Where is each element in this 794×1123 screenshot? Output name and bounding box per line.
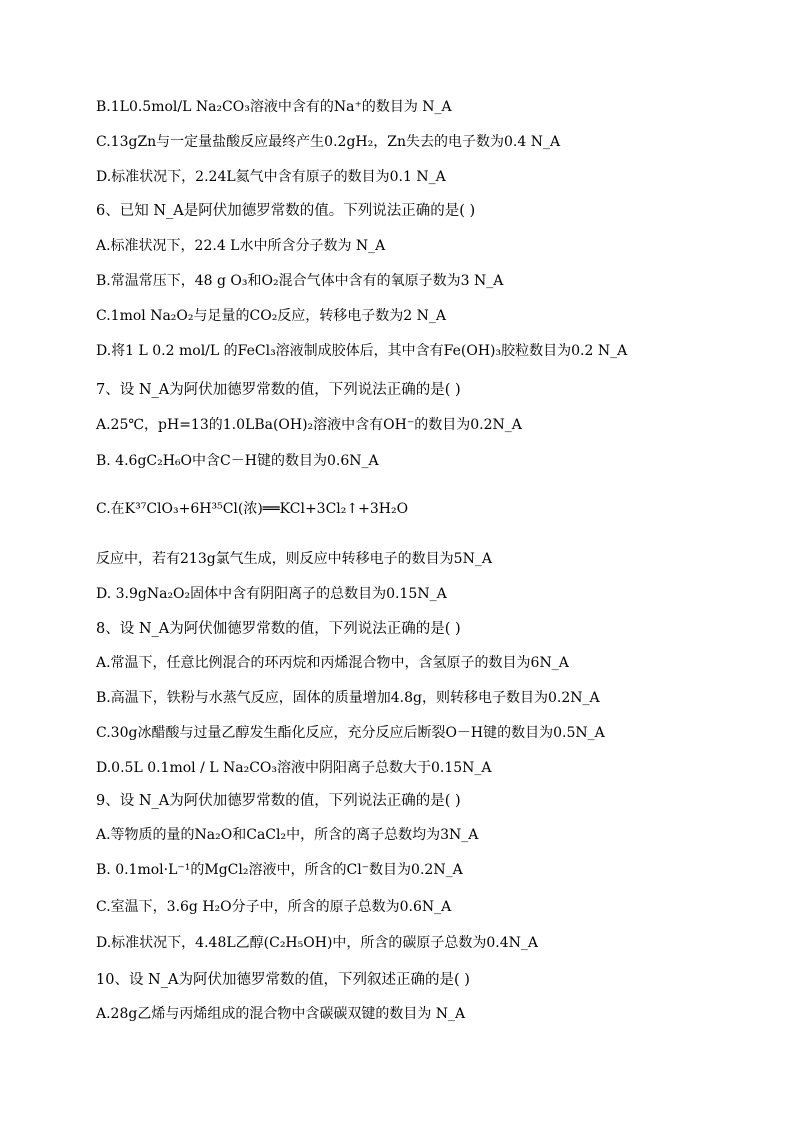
text-line: D.将1 L 0.2 mol/L 的FeCl₃溶液制成胶体后，其中含有Fe(OH)₃胶粒数目为0.2 N_A <box>96 343 628 359</box>
text-line: A.25℃，pH=13的1.0LBa(OH)₂溶液中含有OH⁻的数目为0.2N_A <box>96 417 522 433</box>
text-line: B.1L0.5mol/L Na₂CO₃溶液中含有的Na⁺的数目为 N_A <box>96 99 452 115</box>
question-stem: 6、已知 N_A是阿伏加德罗常数的值。下列说法正确的是( ) <box>96 203 476 219</box>
text-line: B. 4.6gC₂H₆O中含C－H键的数目为0.6N_A <box>96 453 379 469</box>
question-stem: 10、设 N_A为阿伏加德罗常数的值，下列叙述正确的是( ) <box>96 972 470 988</box>
text-line: C.30g冰醋酸与过量乙醇发生酯化反应，充分反应后断裂O－H键的数目为0.5N_A <box>96 725 605 741</box>
question-stem: 9、设 N_A为阿伏加德罗常数的值，下列说法正确的是( ) <box>96 793 461 809</box>
text-line: D.标准状况下，4.48L乙醇(C₂H₅OH)中，所含的碳原子总数为0.4N_A <box>96 935 539 951</box>
text-line: A.28g乙烯与丙烯组成的混合物中含碳碳双键的数目为 N_A <box>96 1006 466 1022</box>
text-line: B.高温下，铁粉与水蒸气反应，固体的质量增加4.8g，则转移电子数目为0.2N_A <box>96 690 600 706</box>
text-line: D.0.5L 0.1mol / L Na₂CO₃溶液中阴阳离子总数大于0.15N_A <box>96 760 492 776</box>
question-stem: 7、设 N_A为阿伏加德罗常数的值，下列说法正确的是( ) <box>96 382 461 398</box>
text-line: C.13gZn与一定量盐酸反应最终产生0.2gH₂，Zn失去的电子数为0.4 N_A <box>96 134 561 150</box>
text-line: D. 3.9gNa₂O₂固体中含有阴阳离子的总数目为0.15N_A <box>96 586 447 602</box>
text-line: 反应中，若有213g氯气生成，则反应中转移电子的数目为5N_A <box>96 551 492 567</box>
question-stem: 8、设 N_A为阿伏伽德罗常数的值，下列说法正确的是( ) <box>96 621 461 637</box>
text-line: B.常温常压下，48 g O₃和O₂混合气体中含有的氧原子数为3 N_A <box>96 273 504 289</box>
text-line: C.1mol Na₂O₂与足量的CO₂反应，转移电子数为2 N_A <box>96 308 447 324</box>
text-line: C.在K³⁷ClO₃+6H³⁵Cl(浓)══KCl+3Cl₂↑+3H₂O <box>96 501 409 517</box>
text-line: D.标准状况下，2.24L氦气中含有原子的数目为0.1 N_A <box>96 169 446 185</box>
text-line: B. 0.1mol·L⁻¹的MgCl₂溶液中，所含的Cl⁻数目为0.2N_A <box>96 862 463 878</box>
text-line: A.常温下，任意比例混合的环丙烷和丙烯混合物中，含氢原子的数目为6N_A <box>96 655 569 671</box>
text-line: A.标准状况下，22.4 L水中所含分子数为 N_A <box>96 238 386 254</box>
text-line: A.等物质的量的Na₂O和CaCl₂中，所含的离子总数均为3N_A <box>96 827 479 843</box>
text-line: C.室温下，3.6g H₂O分子中，所含的原子总数为0.6N_A <box>96 899 452 915</box>
